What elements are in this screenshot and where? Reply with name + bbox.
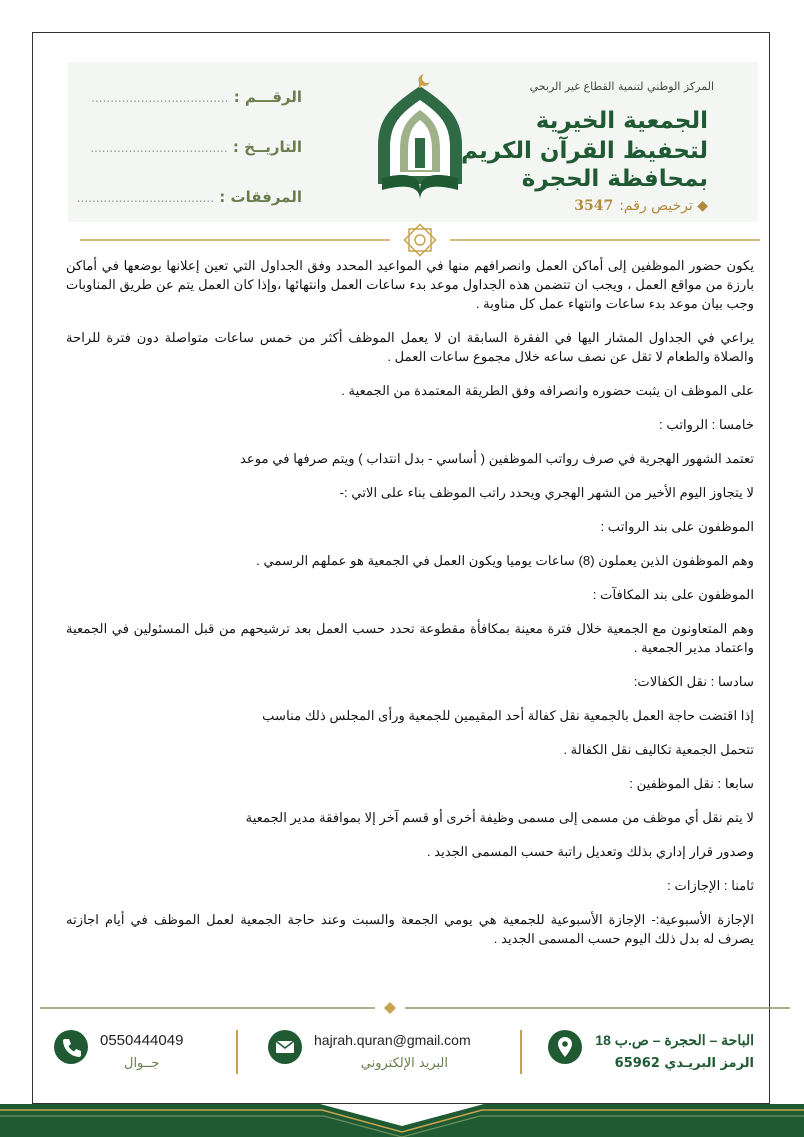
date-dots: .................................... [90,141,228,155]
mosque-book-logo [364,72,476,202]
license-number: 3547 [574,198,614,214]
body-paragraph: الإجازة الأسبوعية:- الإجازة الأسبوعية للجمعية هي يومي الجمعة والسبت وعند حاجة الجمعية لعمل الموظف في أيام اجازته يصرف له بدل ذلك اليوم حسب المسمى الجديد . [66,912,754,946]
body-paragraph: خامسا : الرواتب : [659,417,754,432]
number-field [92,88,302,116]
header-divider [80,222,760,258]
body-paragraph: وهم الموظفون الذين يعملون (8) ساعات يوميا ويكون العمل في الجمعية هو عملهم الرسمي . [256,553,754,568]
body-paragraph: سادسا : نقل الكفالات: [633,674,754,689]
org-subtitle: المركز الوطني لتنمية القطاع غير الربحي [529,80,714,93]
attachments-label: المرفقات : [219,188,302,206]
location-icon [548,1030,582,1064]
address-line: الباحة – الحجرة – ص.ب 18 [595,1032,754,1048]
diamond-icon [384,1002,396,1014]
org-name-line-1: الجمعية الخيرية [535,108,708,134]
body-paragraph: وهم المتعاونون مع الجمعية خلال فترة معينة بمكافأة مقطوعة تحدد حسب العمل بعد ترشيحهم من قبل المسئولين في الجمعية واعتماد مدير الجمعية . [66,621,754,655]
footer-divider [40,998,790,1018]
footer-separator [520,1030,522,1074]
ornament-icon [404,224,435,255]
body-paragraph: يراعي في الجداول المشار اليها في الفقرة السابقة ان لا يعمل الموظف أكثر من خمس ساعات متواصلة دون فترة للراحة والصلاة والطعام لا تقل عن نصف ساعه خلال مجموع ساعات العمل . [66,330,754,364]
body-paragraph: تتحمل الجمعية تكاليف نقل الكفالة . [563,742,754,757]
email-address[interactable]: hajrah.quran@gmail.com [314,1032,471,1048]
address-block [548,1028,768,1078]
body-paragraph: وصدور قرار إداري بذلك وتعديل راتبة حسب المسمى الجديد . [426,844,754,859]
date-field [92,138,302,166]
body-paragraph: الموظفون على بند المكافآت : [592,587,754,602]
body-paragraph: تعتمد الشهور الهجرية في صرف رواتب الموظفين ( أساسي - بدل انتداب ) ويتم صرفها في موعد [239,451,754,466]
phone-block [54,1028,224,1078]
email-label: البريد الإلكتروني [360,1056,448,1071]
footer-band [0,1096,804,1137]
body-paragraph: الموظفون على بند الرواتب : [600,519,754,534]
body-paragraph: لا يتم نقل أي موظف من مسمى إلى مسمى وظيفة أخرى أو قسم آخر إلا بموافقة مدير الجمعية [245,810,754,825]
org-name-line-3: بمحافظة الحجرة [521,166,708,192]
attachments-field [76,188,302,216]
postal-line: الرمز البريـدي 65962 [614,1056,754,1071]
date-label: التاريــخ : [232,138,302,156]
phone-label: جــوال [124,1056,160,1071]
license-label: ترخيص رقم: [619,198,693,214]
attachments-dots: .................................... [76,191,215,205]
body-paragraph: على الموظف ان يثبت حضوره وانصرافه وفق الطريقة المعتمدة من الجمعية . [341,383,754,398]
phone-icon [54,1030,88,1064]
diamond-icon: ◆ [692,198,708,214]
org-name-line-2: لتحفيظ القرآن الكريم [461,138,708,164]
document-body [66,256,754,963]
license [574,198,708,214]
number-label: الرقـــم : [233,88,302,106]
body-paragraph: يكون حضور الموظفين إلى أماكن العمل وانصرافهم منها في المواعيد المحدد وفق الجداول التي تعين إعلانها بوضعها في أماكن بارزة من مواقع العمل ، ويجب ان تتضمن هذه الجداول موعد بدء ساعات العمل وانتهائها ،وإذا كان العمل يتم عن طريق المناوبات وجب بيان موعد بدء ساعات وانتهاء عمل كل مناوبة . [66,258,754,311]
body-paragraph: لا يتجاوز اليوم الأخير من الشهر الهجري ويحدد راتب الموظف بناء على الاتي :- [339,485,754,500]
body-paragraph: سابعا : نقل الموظفين : [629,776,754,791]
footer-separator [236,1030,238,1074]
number-dots: .................................... [91,91,229,105]
mail-icon [268,1030,302,1064]
phone-number[interactable]: 0550444049 [100,1032,184,1049]
body-paragraph: إذا اقتضت حاجة العمل بالجمعية نقل كفالة أحد المقيمين للجمعية ورأى المجلس ذلك مناسب [262,708,754,723]
body-paragraph: ثامنا : الإجازات : [667,878,754,893]
email-block [268,1028,494,1078]
